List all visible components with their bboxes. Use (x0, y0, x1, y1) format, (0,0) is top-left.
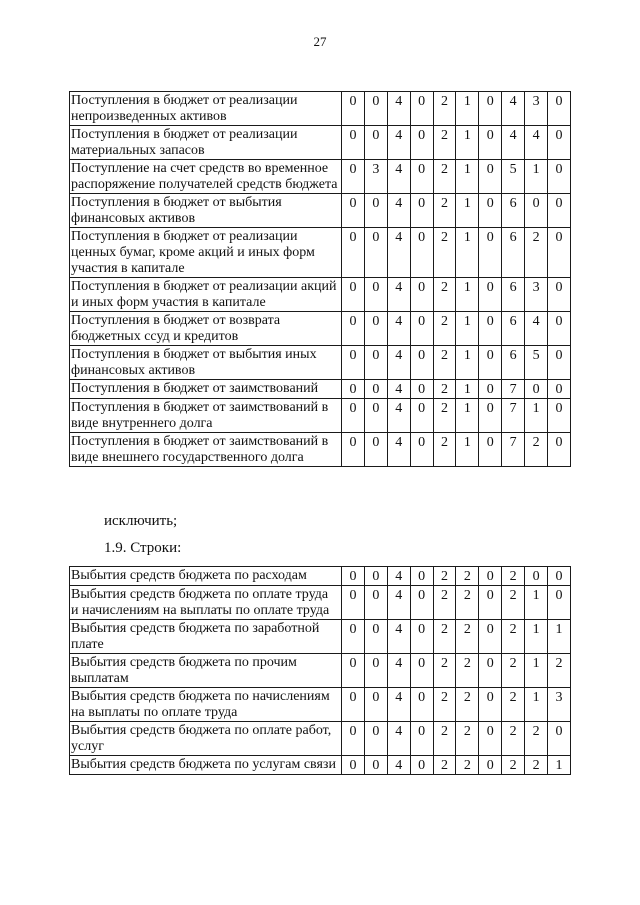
code-digit: 0 (342, 194, 365, 228)
code-digit: 4 (387, 567, 410, 586)
code-digit: 2 (456, 688, 479, 722)
code-digit: 0 (342, 278, 365, 312)
code-digit: 4 (387, 722, 410, 756)
code-digit: 0 (548, 194, 571, 228)
code-digit: 0 (342, 688, 365, 722)
code-digit: 0 (479, 620, 502, 654)
code-digit: 0 (479, 160, 502, 194)
code-digit: 2 (433, 399, 456, 433)
table-row (70, 654, 571, 688)
row-name: Выбытия средств бюджета по прочим выплатам (70, 654, 342, 688)
code-digit: 2 (456, 567, 479, 586)
table-row (70, 380, 571, 399)
code-digit: 0 (410, 278, 433, 312)
code-digit: 0 (342, 126, 365, 160)
code-digit: 5 (525, 346, 548, 380)
code-digit: 1 (456, 380, 479, 399)
code-digit: 0 (364, 620, 387, 654)
code-digit: 1 (525, 586, 548, 620)
row-name: Поступления в бюджет от заимствований (70, 380, 342, 399)
code-digit: 0 (364, 380, 387, 399)
code-digit: 2 (433, 688, 456, 722)
code-digit: 0 (548, 586, 571, 620)
row-name: Поступления в бюджет от выбытия иных финансовых активов (70, 346, 342, 380)
code-digit: 1 (525, 160, 548, 194)
code-digit: 0 (548, 92, 571, 126)
code-digit: 0 (548, 278, 571, 312)
code-digit: 0 (364, 688, 387, 722)
code-digit: 1 (456, 160, 479, 194)
row-name: Выбытия средств бюджета по расходам (70, 567, 342, 586)
code-digit: 0 (548, 433, 571, 467)
code-digit: 2 (433, 567, 456, 586)
code-digit: 7 (502, 380, 525, 399)
code-digit: 1 (525, 654, 548, 688)
code-digit: 5 (502, 160, 525, 194)
code-digit: 6 (502, 228, 525, 278)
row-name: Поступления в бюджет от возврата бюджетных ссуд и кредитов (70, 312, 342, 346)
code-digit: 0 (479, 756, 502, 775)
code-digit: 0 (342, 586, 365, 620)
code-digit: 0 (548, 399, 571, 433)
code-digit: 0 (479, 586, 502, 620)
code-digit: 2 (456, 756, 479, 775)
code-digit: 0 (364, 586, 387, 620)
code-digit: 0 (479, 654, 502, 688)
code-digit: 0 (364, 433, 387, 467)
code-digit: 0 (479, 92, 502, 126)
page-number: 27 (313, 34, 327, 49)
code-digit: 6 (502, 346, 525, 380)
table-row (70, 228, 571, 278)
code-digit: 4 (502, 126, 525, 160)
code-digit: 0 (364, 126, 387, 160)
code-digit: 2 (433, 380, 456, 399)
code-digit: 0 (548, 567, 571, 586)
row-name: Поступления в бюджет от реализации ценных бумаг, кроме акций и иных форм участия в капитале (70, 228, 342, 278)
code-digit: 0 (364, 722, 387, 756)
code-digit: 0 (479, 194, 502, 228)
code-digit: 0 (410, 567, 433, 586)
table-body (70, 92, 571, 467)
row-name: Выбытия средств бюджета по услугам связи (70, 756, 342, 775)
code-digit: 0 (364, 654, 387, 688)
code-digit: 0 (548, 228, 571, 278)
code-digit: 4 (387, 586, 410, 620)
code-digit: 2 (525, 433, 548, 467)
section-heading: 1.9. Строки: (104, 540, 182, 556)
code-digit: 0 (479, 688, 502, 722)
code-digit: 7 (502, 399, 525, 433)
code-digit: 3 (364, 160, 387, 194)
code-digit: 0 (342, 380, 365, 399)
code-digit: 2 (502, 567, 525, 586)
code-digit: 2 (502, 586, 525, 620)
code-digit: 0 (548, 160, 571, 194)
table-row (70, 194, 571, 228)
code-digit: 4 (387, 160, 410, 194)
code-digit: 0 (548, 346, 571, 380)
code-digit: 0 (410, 654, 433, 688)
code-digit: 0 (342, 722, 365, 756)
budget-receipts-table (69, 91, 571, 467)
code-digit: 7 (502, 433, 525, 467)
code-digit: 2 (525, 722, 548, 756)
code-digit: 2 (433, 228, 456, 278)
code-digit: 0 (410, 586, 433, 620)
code-digit: 1 (456, 194, 479, 228)
row-name: Выбытия средств бюджета по начислениям на выплаты по оплате труда (70, 688, 342, 722)
table-row (70, 399, 571, 433)
code-digit: 0 (364, 346, 387, 380)
code-digit: 2 (433, 92, 456, 126)
code-digit: 2 (502, 688, 525, 722)
code-digit: 2 (456, 620, 479, 654)
code-digit: 0 (342, 567, 365, 586)
table-row (70, 756, 571, 775)
code-digit: 2 (502, 756, 525, 775)
code-digit: 4 (387, 620, 410, 654)
code-digit: 1 (456, 346, 479, 380)
code-digit: 1 (456, 312, 479, 346)
table-row (70, 567, 571, 586)
code-digit: 0 (410, 688, 433, 722)
code-digit: 4 (387, 346, 410, 380)
code-digit: 2 (456, 722, 479, 756)
row-name: Поступление на счет средств во временное распоряжение получателей средств бюджета (70, 160, 342, 194)
code-digit: 2 (502, 722, 525, 756)
row-name: Выбытия средств бюджета по оплате труда и начислениям на выплаты по оплате труда (70, 586, 342, 620)
code-digit: 4 (387, 92, 410, 126)
code-digit: 0 (479, 126, 502, 160)
table-body (70, 567, 571, 775)
code-digit: 0 (548, 380, 571, 399)
code-digit: 0 (525, 380, 548, 399)
row-name: Поступления в бюджет от заимствований в виде внутреннего долга (70, 399, 342, 433)
code-digit: 3 (548, 688, 571, 722)
code-digit: 1 (456, 399, 479, 433)
code-digit: 2 (433, 312, 456, 346)
exclude-instruction: исключить; (104, 513, 178, 529)
code-digit: 4 (387, 278, 410, 312)
code-digit: 0 (364, 756, 387, 775)
code-digit: 6 (502, 312, 525, 346)
code-digit: 1 (525, 620, 548, 654)
row-name: Поступления в бюджет от реализации акций и иных форм участия в капитале (70, 278, 342, 312)
code-digit: 0 (410, 620, 433, 654)
code-digit: 2 (433, 126, 456, 160)
code-digit: 2 (525, 756, 548, 775)
code-digit: 0 (342, 654, 365, 688)
table-row (70, 312, 571, 346)
code-digit: 1 (456, 126, 479, 160)
code-digit: 2 (433, 346, 456, 380)
code-digit: 0 (479, 433, 502, 467)
code-digit: 2 (433, 586, 456, 620)
code-digit: 0 (342, 433, 365, 467)
code-digit: 0 (410, 160, 433, 194)
table-row (70, 433, 571, 467)
code-digit: 1 (456, 278, 479, 312)
code-digit: 1 (548, 756, 571, 775)
code-digit: 4 (525, 312, 548, 346)
row-name: Поступления в бюджет от реализации непроизведенных активов (70, 92, 342, 126)
code-digit: 2 (433, 194, 456, 228)
code-digit: 0 (342, 346, 365, 380)
code-digit: 0 (364, 92, 387, 126)
code-digit: 0 (479, 380, 502, 399)
code-digit: 2 (433, 433, 456, 467)
code-digit: 0 (479, 346, 502, 380)
code-digit: 2 (456, 654, 479, 688)
table-row (70, 126, 571, 160)
table-row (70, 586, 571, 620)
code-digit: 0 (548, 312, 571, 346)
code-digit: 0 (525, 194, 548, 228)
code-digit: 0 (548, 126, 571, 160)
code-digit: 2 (433, 756, 456, 775)
code-digit: 6 (502, 194, 525, 228)
code-digit: 0 (342, 160, 365, 194)
table-row (70, 688, 571, 722)
code-digit: 2 (433, 654, 456, 688)
code-digit: 0 (410, 399, 433, 433)
code-digit: 0 (364, 194, 387, 228)
code-digit: 4 (387, 654, 410, 688)
code-digit: 0 (479, 228, 502, 278)
code-digit: 0 (525, 567, 548, 586)
code-digit: 2 (433, 620, 456, 654)
table-row (70, 722, 571, 756)
code-digit: 0 (364, 399, 387, 433)
code-digit: 1 (456, 92, 479, 126)
code-digit: 2 (525, 228, 548, 278)
code-digit: 2 (502, 654, 525, 688)
code-digit: 0 (479, 278, 502, 312)
table-row (70, 160, 571, 194)
code-digit: 4 (387, 688, 410, 722)
code-digit: 0 (479, 399, 502, 433)
budget-disposals-table (69, 566, 571, 775)
code-digit: 0 (342, 399, 365, 433)
code-digit: 1 (525, 399, 548, 433)
code-digit: 0 (364, 278, 387, 312)
code-digit: 4 (387, 126, 410, 160)
code-digit: 4 (525, 126, 548, 160)
code-digit: 1 (456, 228, 479, 278)
code-digit: 0 (410, 433, 433, 467)
code-digit: 4 (387, 228, 410, 278)
code-digit: 0 (410, 126, 433, 160)
code-digit: 0 (410, 92, 433, 126)
code-digit: 0 (342, 756, 365, 775)
code-digit: 6 (502, 278, 525, 312)
code-digit: 4 (387, 756, 410, 775)
code-digit: 0 (548, 722, 571, 756)
code-digit: 0 (479, 312, 502, 346)
code-digit: 1 (548, 620, 571, 654)
code-digit: 2 (433, 278, 456, 312)
table-row (70, 92, 571, 126)
row-name: Выбытия средств бюджета по заработной плате (70, 620, 342, 654)
code-digit: 0 (410, 346, 433, 380)
code-digit: 0 (364, 312, 387, 346)
code-digit: 2 (502, 620, 525, 654)
code-digit: 0 (342, 228, 365, 278)
code-digit: 2 (433, 160, 456, 194)
code-digit: 2 (433, 722, 456, 756)
code-digit: 0 (479, 722, 502, 756)
table-row (70, 346, 571, 380)
code-digit: 2 (548, 654, 571, 688)
code-digit: 4 (387, 312, 410, 346)
code-digit: 0 (342, 92, 365, 126)
code-digit: 0 (479, 567, 502, 586)
code-digit: 2 (456, 586, 479, 620)
code-digit: 0 (410, 722, 433, 756)
code-digit: 1 (525, 688, 548, 722)
table-row (70, 620, 571, 654)
code-digit: 4 (502, 92, 525, 126)
row-name: Поступления в бюджет от реализации материальных запасов (70, 126, 342, 160)
row-name: Выбытия средств бюджета по оплате работ, услуг (70, 722, 342, 756)
code-digit: 0 (410, 312, 433, 346)
code-digit: 4 (387, 433, 410, 467)
code-digit: 4 (387, 380, 410, 399)
code-digit: 4 (387, 399, 410, 433)
code-digit: 0 (342, 312, 365, 346)
code-digit: 0 (410, 228, 433, 278)
code-digit: 1 (456, 433, 479, 467)
code-digit: 0 (410, 194, 433, 228)
code-digit: 0 (410, 380, 433, 399)
row-name: Поступления в бюджет от заимствований в виде внешнего государственного долга (70, 433, 342, 467)
code-digit: 0 (364, 567, 387, 586)
code-digit: 3 (525, 278, 548, 312)
code-digit: 0 (410, 756, 433, 775)
row-name: Поступления в бюджет от выбытия финансовых активов (70, 194, 342, 228)
table-row (70, 278, 571, 312)
code-digit: 4 (387, 194, 410, 228)
code-digit: 3 (525, 92, 548, 126)
code-digit: 0 (364, 228, 387, 278)
code-digit: 0 (342, 620, 365, 654)
